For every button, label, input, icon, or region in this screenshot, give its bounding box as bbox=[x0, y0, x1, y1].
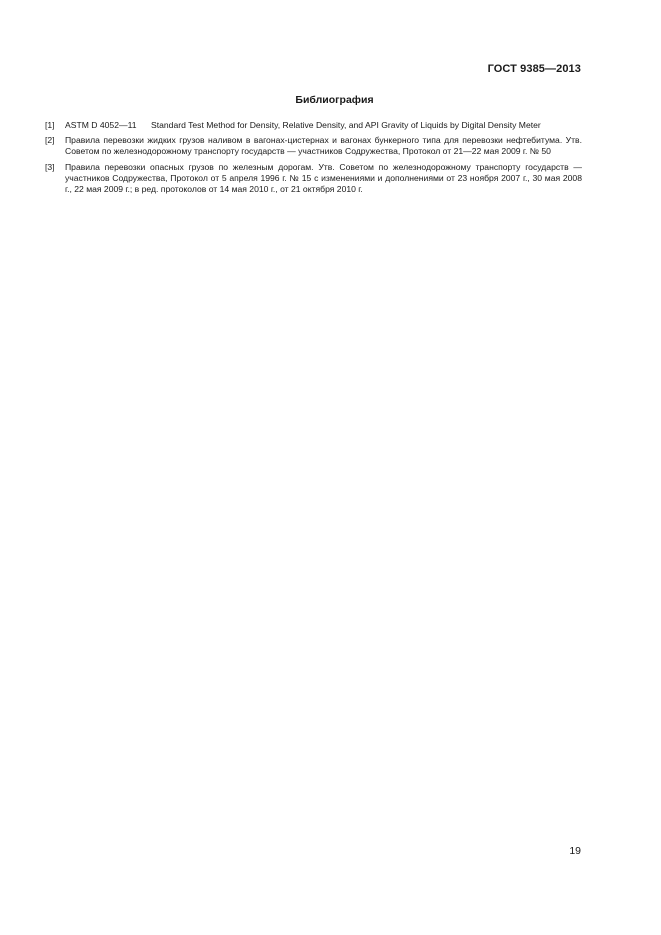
entry-text: Правила перевозки опасных грузов по железным дорогам. Утв. Советом по железнодорожному транспорту государств — участников Содружества, Протокол от 5 апреля 1996 г. № 15 с изменениями и дополнениями от 23 ноября 2007 г., 30 мая 2008 г., 22 мая 2009 г.; в ред. протоколов от 14 мая 2010 г., от 21 октября 2010 г. bbox=[65, 161, 582, 195]
bibliography-list bbox=[45, 120, 582, 199]
entry-text: Standard Test Method for Density, Relative Density, and API Gravity of Liquids by Digital Density Meter bbox=[151, 120, 541, 130]
bibliography-entry-2 bbox=[45, 135, 582, 157]
entry-code: ASTM D 4052—11 bbox=[65, 120, 137, 130]
entry-text: Правила перевозки жидких грузов наливом в вагонах-цистернах и вагонах бункерного типа для перевозки нефтебитума. Утв. Советом по железнодорожному транспорту государств — участников Содружества, Протокол от 21—22 мая 2009 г. № 50 bbox=[65, 135, 582, 157]
entry-number: [1] bbox=[45, 120, 55, 130]
bibliography-entry-1 bbox=[45, 120, 582, 131]
standard-code-header: ГОСТ 9385—2013 bbox=[487, 63, 581, 75]
bibliography-entry-3 bbox=[45, 162, 582, 196]
bibliography-title: Библиография bbox=[295, 94, 374, 106]
entry-number: [2] bbox=[45, 135, 55, 146]
page-number: 19 bbox=[569, 845, 581, 857]
entry-number: [3] bbox=[45, 161, 55, 172]
